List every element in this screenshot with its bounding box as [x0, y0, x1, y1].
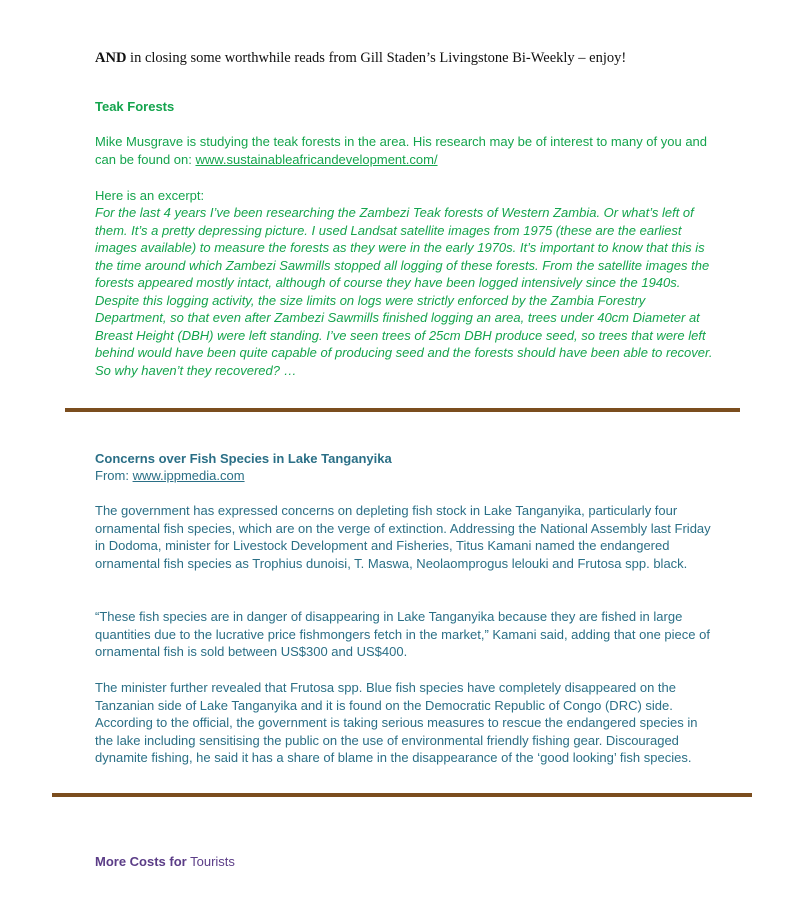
fish-source-link[interactable]: www.ippmedia.com: [132, 468, 245, 483]
teak-excerpt: For the last 4 years I’ve been researching the Zambezi Teak forests of Western Zambia. Or what’s left of them. It’s a pretty depressing picture. I used Landsat satellite images from 1975 (these are the earliest images available) to measure the forests as they were in the early 1970s. It’s important to know that this is the time around which Zambezi Sawmills stopped all logging of these forests. From the satellite images the forests appeared mostly intact, although of course they have been logged intensively since the 1940s. Despite this logging activity, the size limits on logs were strictly enforced by the Zambia Forestry Department, so that even after Zambezi Sawmills finished logging an area, trees under 40cm Diameter at Breast Height (DBH) were left standing. I’ve seen trees of 25cm DBH produce seed, so trees that were left behind would have been quite capable of producing seed and the forests should have been able to recover. So why haven’t they recovered? …: [95, 205, 713, 378]
teak-paragraph-text: Mike Musgrave is studying the teak forests in the area. His research may be of interest to many of you and can be found on:: [95, 134, 708, 167]
section-divider-1: [65, 408, 740, 412]
fish-paragraph-1: The government has expressed concerns on depleting fish stock in Lake Tanganyika, particularly four ornamental fish species, which are on the verge of extinction. Addressing the National Assembly last Friday in Dodoma, minister for Livestock Development and Fisheries, Titus Kamani named the endangered ornamental fish species as Trophius dunoisi, T. Maswa, Neolaomprogus lelouki and Frutosa spp. black.: [95, 503, 711, 571]
fish-source-label: From:: [95, 468, 133, 483]
teak-title: Teak Forests: [95, 99, 175, 114]
fish-paragraph-3: The minister further revealed that Frutosa spp. Blue fish species have completely disappeared on the Tanzanian side of Lake Tanganyika and it is found on the Democratic Republic of Congo (DRC) side. According to the official, the government is taking serious measures to rescue the endangered species in the lake including sensitising the public on the use of environmental friendly fishing gear. Discouraged dynamite fishing, he said it has a share of blame in the disappearance of the ‘good looking’ fish species.: [95, 680, 698, 765]
fish-source: [95, 467, 715, 485]
costs-title-rest: Tourists: [186, 854, 235, 869]
intro-text: in closing some worthwhile reads from Gill Staden’s Livingstone Bi-Weekly – enjoy!: [126, 50, 627, 66]
teak-link[interactable]: www.sustainableafricandevelopment.com/: [195, 151, 438, 167]
costs-title-bold: More Costs for: [95, 854, 187, 869]
intro-strong: AND: [95, 50, 127, 66]
costs-title: [95, 853, 715, 871]
intro-line: [95, 48, 715, 68]
teak-excerpt-label: Here is an excerpt:: [95, 188, 205, 203]
fish-paragraph-2: “These fish species are in danger of disappearing in Lake Tanganyika because they are fished in large quantities due to the lucrative price fishmongers fetch in the market,” Kamani said, adding that one piece of ornamental fish is sold between US$300 and US$400.: [95, 609, 710, 659]
section-divider-2: [52, 793, 752, 797]
teak-paragraph: [95, 133, 715, 168]
fish-title: Concerns over Fish Species in Lake Tanganyika: [95, 451, 392, 466]
